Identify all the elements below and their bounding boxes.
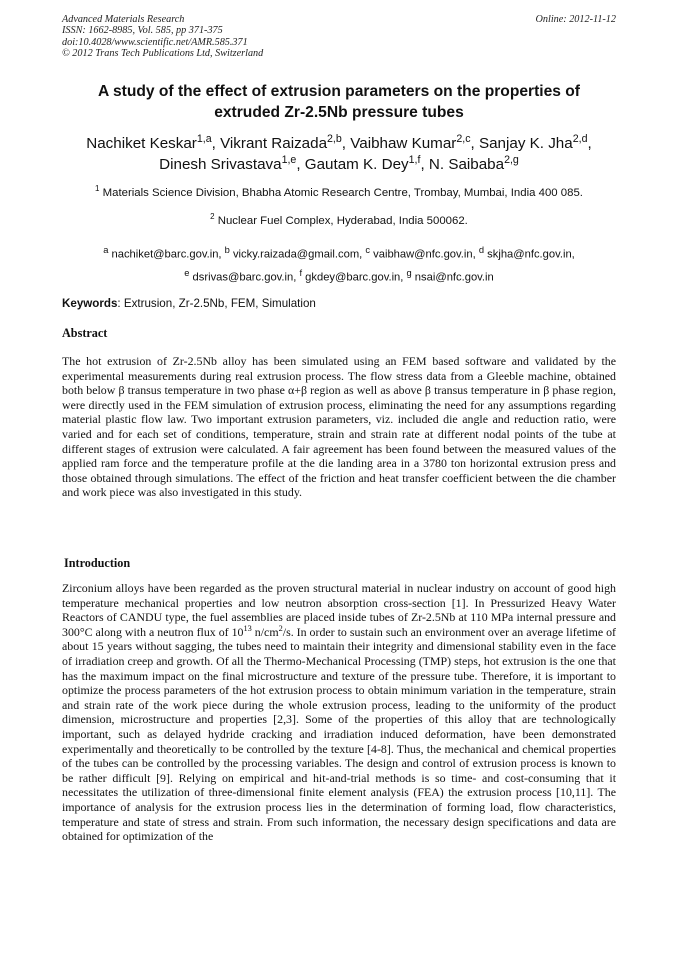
issn: ISSN: 1662-8985, Vol. 585, pp 371-375 xyxy=(62,25,223,37)
author-sep: , xyxy=(211,135,221,152)
journal-header xyxy=(62,14,616,60)
email: skjha@nfc.gov.in, xyxy=(484,248,575,261)
author-sep: , xyxy=(341,135,351,152)
title-line-2: extruded Zr-2.5Nb pressure tubes xyxy=(214,104,464,121)
author: Vikrant Raizada xyxy=(220,135,328,152)
author-sup: 1,e xyxy=(281,153,297,166)
author-sep: , xyxy=(587,135,592,152)
title-line-1: A study of the effect of extrusion parameters on the properties of xyxy=(97,83,581,100)
email: gkdey@barc.gov.in, xyxy=(302,271,407,284)
email-sup: c xyxy=(365,245,371,255)
affiliation-text: Materials Science Division, Bhabha Atomic Research Centre, Trombay, Mumbai, India 400 085. xyxy=(99,187,583,199)
email-sup: e xyxy=(184,267,190,278)
author-line-1 xyxy=(62,133,616,154)
email: vicky.raizada@gmail.com, xyxy=(229,248,366,261)
introduction-text xyxy=(62,581,616,844)
email: nsai@nfc.gov.in xyxy=(411,271,494,284)
email-sup: b xyxy=(224,245,230,255)
email: dsrivas@barc.gov.in, xyxy=(189,271,300,284)
author-line-2 xyxy=(62,154,616,175)
email-sup: g xyxy=(406,267,412,278)
author-sup: 1,a xyxy=(196,132,212,145)
author: Sanjay K. Jha xyxy=(478,135,573,152)
affiliation-sup: 1 xyxy=(95,184,100,194)
keywords xyxy=(62,296,616,311)
author-sup: 1,f xyxy=(408,153,421,166)
intro-text-3: /s. In order to sustain such an environment over an average lifetime of about 15 years without sagging, the tubes need to maintain their integrity and dimensional stability even in the face of irradiation creep and growth. Of all the Thermo-Mechanical Processing (TMP) steps, hot extrusion is the one that has the maximum impact on the final microstructure and texture of the pressure tube. Therefore, it is important to optimize the process parameters of the hot extrusion process to obtain minimum variation in the temperature, strain and strain rate of the work piece during the whole extrusion process, leading to the uniformity of the product dimension, microstructure and properties [2,3]. Some of the properties of this alloy that are technologically important, such as delayed hydride cracking and irradiation induced deformation, have been demonstrated experimentally and theoretically to be controlled by the texture [4-8]. Thus, the mechanical and chemical properties of the tubes can be controlled by the processing variables. The design and control of extrusion process is known to be rather difficult [9]. Relying on empirical and hit-and-trial methods is so time- and cost-consuming that it necessitates the utilization of three-dimensional finite element analysis (FEA) the extrusion process [10,11]. The importance of analysis for the extrusion process lies in the determination of forming load, flow characteristics, temperature and state of stress and strain. From such information, the necessary design specifications and data are obtained for optimization of the xyxy=(62,624,617,844)
author-sup: 2,c xyxy=(456,132,471,145)
abstract-heading: Abstract xyxy=(62,326,108,340)
copyright: © 2012 Trans Tech Publications Ltd, Switzerland xyxy=(62,48,264,60)
author: Nachiket Keskar xyxy=(86,135,197,152)
affiliation-2 xyxy=(62,214,616,228)
author: Gautam K. Dey xyxy=(304,156,409,173)
email-line-2 xyxy=(62,264,616,287)
paper-title xyxy=(62,81,616,123)
author-sup: 2,b xyxy=(327,132,342,145)
intro-exponent: 2 xyxy=(278,623,283,633)
keywords-text: : Extrusion, Zr-2.5Nb, FEM, Simulation xyxy=(117,297,316,310)
journal-name: Advanced Materials Research xyxy=(62,14,185,25)
author-list xyxy=(62,133,616,175)
doi: doi:10.4028/www.scientific.net/AMR.585.371 xyxy=(62,36,248,48)
author-sup: 2,g xyxy=(504,153,519,166)
affiliation-1 xyxy=(62,186,616,200)
author-sep: , xyxy=(296,156,305,173)
email-sup: d xyxy=(478,245,485,255)
affiliation-sup: 2 xyxy=(210,212,215,222)
introduction-heading: Introduction xyxy=(64,556,131,570)
author: Vaibhaw Kumar xyxy=(350,135,457,152)
author-sup: 2,d xyxy=(572,132,588,145)
intro-text-2: n/cm xyxy=(251,624,279,639)
author-sep: , xyxy=(470,135,479,152)
online-date: Online: 2012-11-12 xyxy=(535,14,616,25)
email: vaibhaw@nfc.gov.in, xyxy=(370,248,479,261)
affiliation-text: Nuclear Fuel Complex, Hyderabad, India 500062. xyxy=(214,215,468,227)
email-sup: f xyxy=(299,267,303,278)
email-sup: a xyxy=(103,245,109,255)
email: nachiket@barc.gov.in, xyxy=(108,248,225,261)
author: N. Saibaba xyxy=(428,156,505,173)
abstract-text: The hot extrusion of Zr-2.5Nb alloy has been simulated using an FEM based software and validated by the experimental measurements during real extrusion process. The flow stress data from a Gleeble machine, obtained both below β transus temperature in two phase α+β region as well as above β transus temperature in β phase region, were directly used in the FEM simulation of extrusion process, eliminating the need for any assumptions regarding material plastic flow law. Two important extrusion parameters, viz. included die angle and reduction ratio, were varied and for each set of conditions, temperature, strain and strain rate at different nodal points of the tube at different stages of extrusion were calculated. A fair agreement has been found between the measured values of the applied ram force and the temperature profile at the die landing area in a 3780 ton horizontal extrusion press and those obtained through simulations. The effect of the friction and heat transfer coefficient between the die chamber and work piece was also investigated in this study. xyxy=(62,354,616,500)
author: Dinesh Srivastava xyxy=(159,156,282,173)
email-list xyxy=(62,241,616,286)
keywords-label: Keywords xyxy=(62,297,118,310)
email-line-1 xyxy=(62,241,616,264)
author-sep: , xyxy=(420,156,429,173)
intro-text-1: Zirconium alloys have been regarded as the proven structural material in nuclear industry on account of good high temperature mechanical properties and low neutron absorption cross-section [1]. In Pressurized Heavy Water Reactors of CANDU type, the fuel assemblies are placed inside tubes of Zr-2.5Nb at 110 MPa internal pressure and 300°C along with a neutron flux of 10 xyxy=(62,581,616,639)
intro-exponent: 13 xyxy=(243,623,252,633)
